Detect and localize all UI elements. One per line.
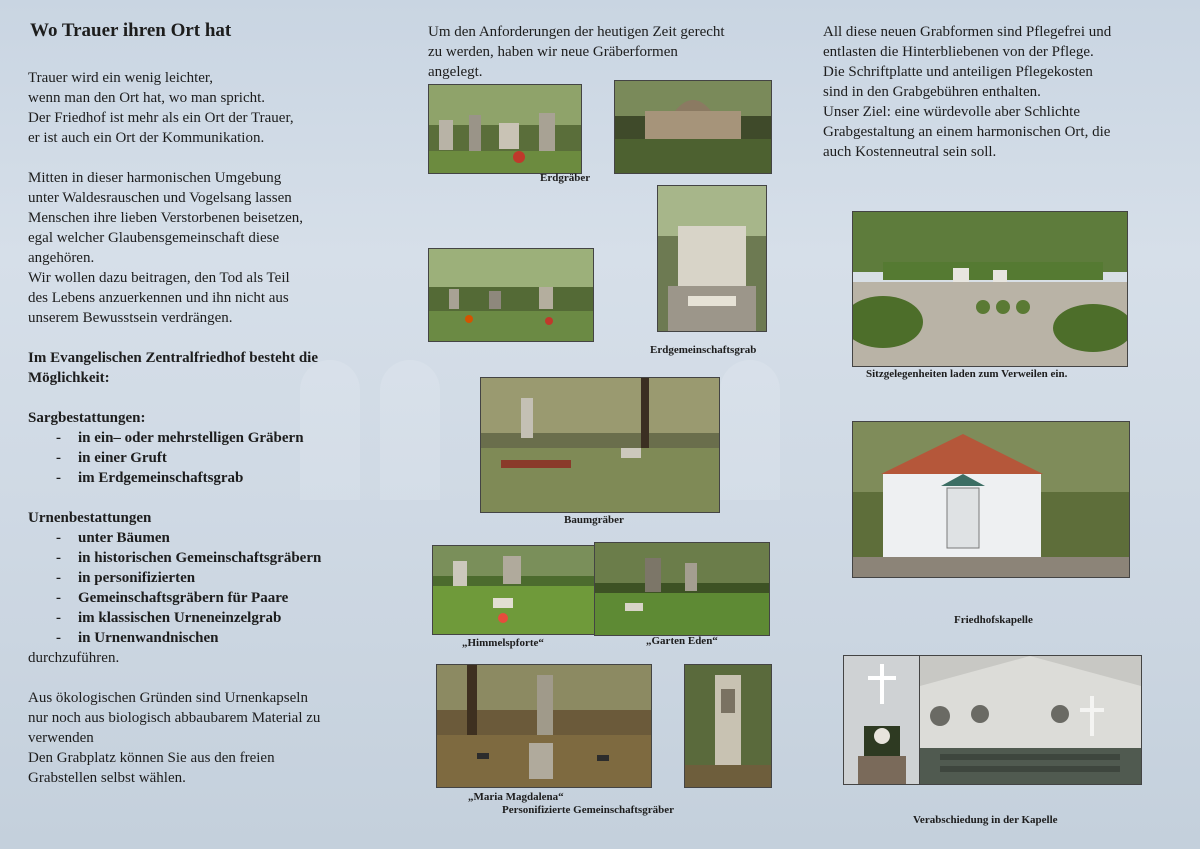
list-item: - im klassischen Urneneinzelgrab (56, 608, 388, 628)
text-line: zu werden, haben wir neue Gräberformen (428, 44, 678, 60)
caption-maria-magdalena: „Maria Magdalena“ (468, 791, 564, 803)
middle-intro (428, 22, 778, 82)
caption-sitzgelegenheiten: Sitzgelegenheiten laden zum Verweilen ein. (866, 368, 1068, 380)
list-item: - in einer Gruft (56, 448, 388, 468)
caption-baumgraeber: Baumgräber (564, 514, 624, 526)
photo-erdgraeber-3 (428, 248, 594, 342)
text-line: Der Friedhof ist mehr als ein Ort der Trauer, (28, 110, 294, 126)
list-item: - in ein– oder mehrstelligen Gräbern (56, 428, 388, 448)
text-line: auch Kostenneutral sein soll. (823, 144, 997, 160)
text-line: verwenden (28, 730, 94, 746)
list-item: - unter Bäumen (56, 528, 388, 548)
caption-erdgemeinschaftsgrab: Erdgemeinschaftsgrab (650, 344, 757, 356)
text-line: Menschen ihre lieben Verstorbenen beisetzen, (28, 210, 304, 226)
closing-line: durchzuführen. (28, 650, 120, 666)
left-column (28, 20, 388, 788)
text-line: Trauer wird ein wenig leichter, (28, 70, 214, 86)
text-line: Mitten in dieser harmonischen Umgebung (28, 170, 282, 186)
photo-baumgraeber (480, 377, 720, 513)
photo-himmelspforte (432, 545, 596, 635)
text-line: nur noch aus biologisch abbaubarem Material zu (28, 710, 321, 726)
caption-personifizierte: Personifizierte Gemeinschaftsgräber (502, 804, 674, 816)
caption-erdgraeber: Erdgräber (540, 172, 591, 184)
photo-erdgemeinschaftsgrab (657, 185, 767, 332)
heading-line: Möglichkeit: (28, 370, 110, 386)
caption-garten-eden: „Garten Eden“ (646, 635, 718, 647)
text-line: Grabstellen selbst wählen. (28, 770, 186, 786)
text-line: Aus ökologischen Gründen sind Urnenkapseln (28, 690, 308, 706)
urnen-list (28, 528, 388, 648)
photo-garten-eden (594, 542, 770, 636)
sarg-heading: Sargbestattungen: (28, 410, 146, 426)
background-arch (380, 360, 440, 500)
text-line: Grabgestaltung an einem harmonischen Ort, die (823, 124, 1111, 140)
text-line: egal welcher Glaubensgemeinschaft diese (28, 230, 280, 246)
list-item-continuation: - Gemeinschaftsgräbern für Paare (56, 588, 388, 608)
text-line: All diese neuen Grabformen sind Pflegefrei und (823, 24, 1112, 40)
text-line: Um den Anforderungen der heutigen Zeit gerecht (428, 24, 725, 40)
surroundings-paragraph (28, 168, 388, 328)
urnen-heading: Urnenbestattungen (28, 510, 152, 526)
caption-verabschiedung: Verabschiedung in der Kapelle (913, 814, 1058, 826)
text-line: Wir wollen dazu beitragen, den Tod als Teil (28, 270, 290, 286)
list-item: - im Erdgemeinschaftsgrab (56, 468, 388, 488)
heading-line: Im Evangelischen Zentralfriedhof besteht die (28, 350, 318, 366)
text-line: er ist auch ein Ort der Kommunikation. (28, 130, 265, 146)
list-item: - in personifizierten (56, 568, 388, 588)
sarg-list (28, 428, 388, 488)
right-intro (823, 22, 1175, 162)
photo-erdgraeber-1 (428, 84, 582, 174)
text-line: des Lebens anzuerkennen und ihn nicht aus (28, 290, 289, 306)
caption-friedhofskapelle: Friedhofskapelle (954, 614, 1033, 626)
text-line: wenn man den Ort hat, wo man spricht. (28, 90, 266, 106)
page-title: Wo Trauer ihren Ort hat (30, 20, 232, 41)
text-line: sind in den Grabgebühren enthalten. (823, 84, 1041, 100)
text-line: Unser Ziel: eine würdevolle aber Schlichte (823, 104, 1080, 120)
photo-friedhofskapelle (852, 421, 1130, 578)
photo-sitzgelegenheiten (852, 211, 1128, 367)
photo-erdgraeber-2 (614, 80, 772, 174)
photo-verabschiedung-2 (919, 655, 1142, 785)
intro-paragraph (28, 68, 388, 148)
text-line: Die Schriftplatte und anteiligen Pflegekosten (823, 64, 1093, 80)
ecology-paragraph (28, 688, 388, 788)
photo-maria-magdalena (436, 664, 652, 788)
text-line: angehören. (28, 250, 95, 266)
photo-personifizierte-graeber (684, 664, 772, 788)
text-line: angelegt. (428, 64, 483, 80)
text-line: unter Waldesrauschen und Vogelsang lassen (28, 190, 292, 206)
photo-verabschiedung-1 (843, 655, 921, 785)
options-heading (28, 348, 388, 388)
caption-himmelspforte: „Himmelspforte“ (462, 637, 544, 649)
background-arch (720, 360, 780, 500)
list-item: - in Urnenwandnischen (56, 628, 388, 648)
list-item: - in historischen Gemeinschaftsgräbern (56, 548, 388, 568)
text-line: entlasten die Hinterbliebenen von der Pflege. (823, 44, 1094, 60)
text-line: unserem Bewusstsein verdrängen. (28, 310, 233, 326)
text-line: Den Grabplatz können Sie aus den freien (28, 750, 275, 766)
